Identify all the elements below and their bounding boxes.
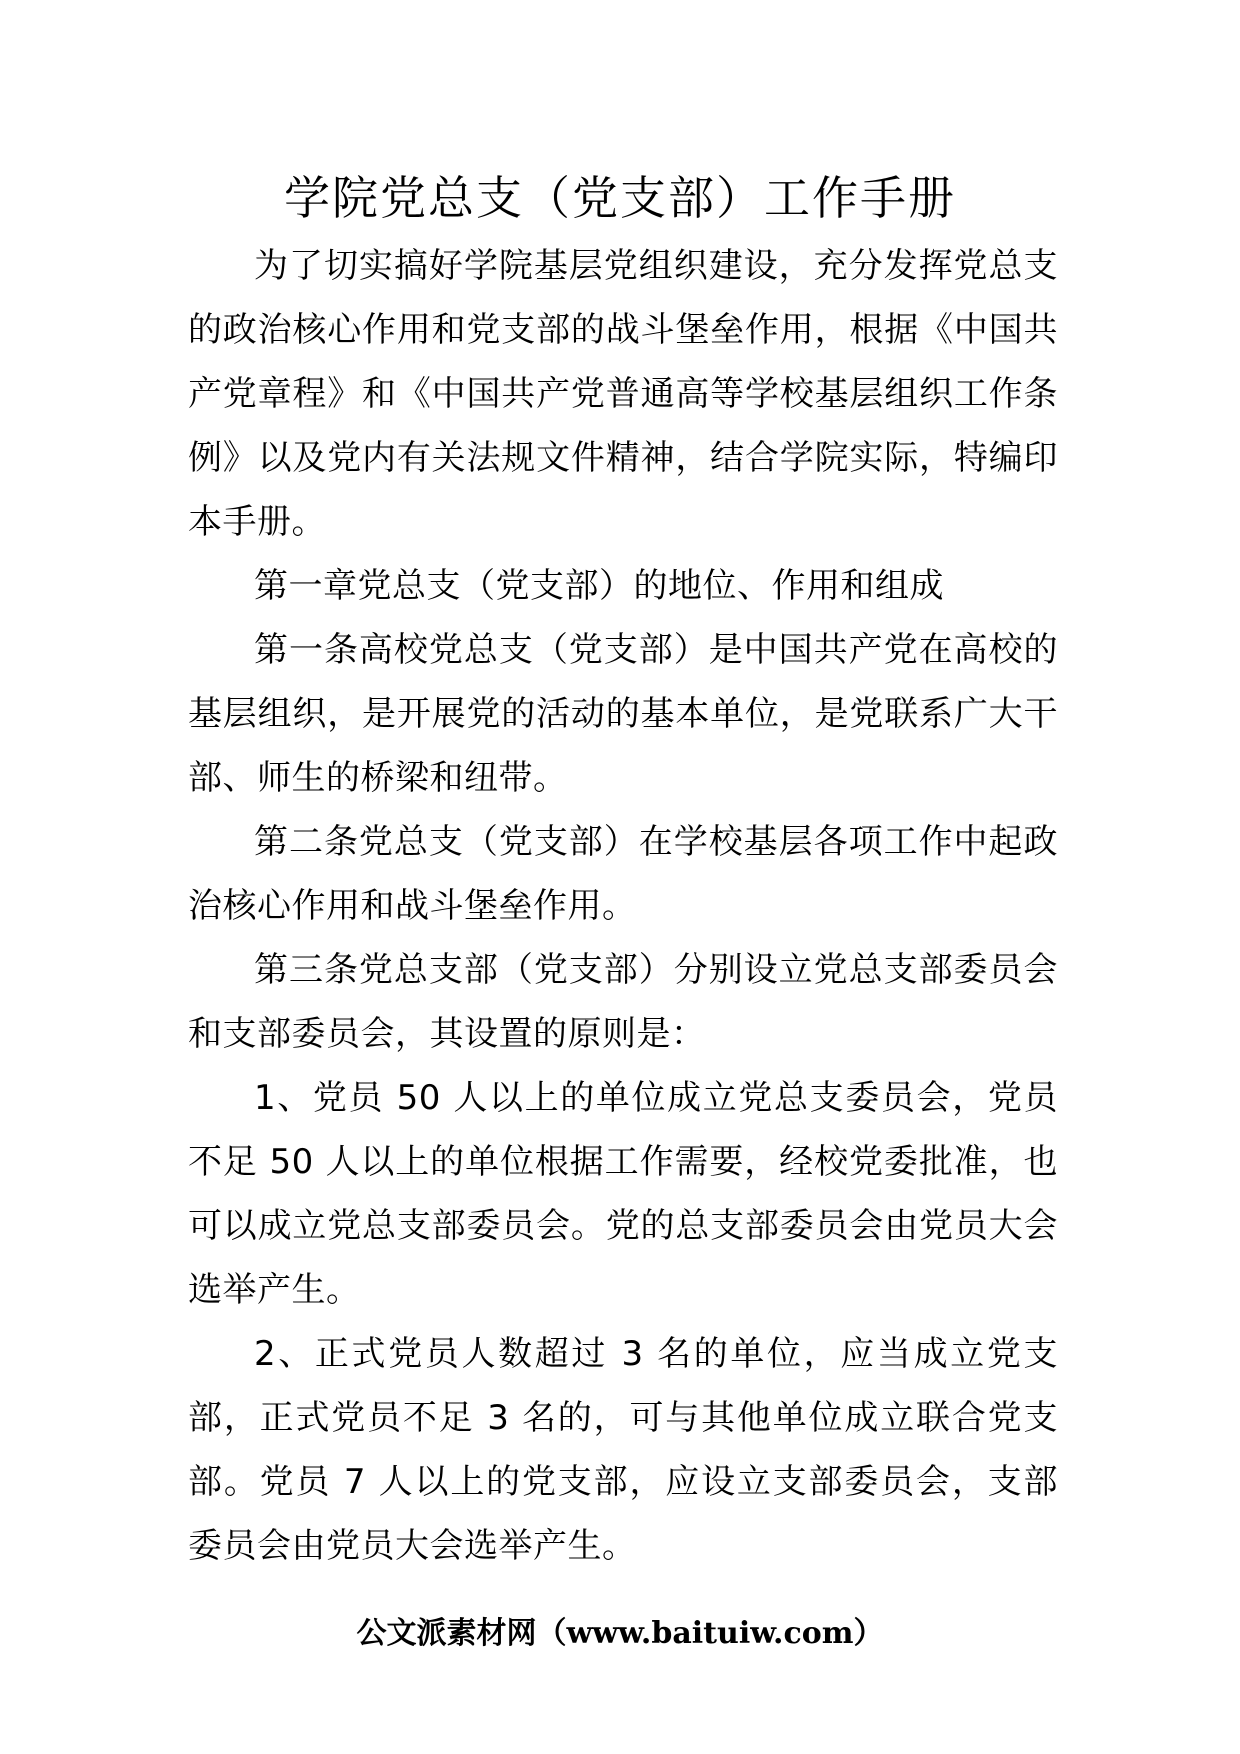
article-2-paragraph: 第二条党总支（党支部）在学校基层各项工作中起政治核心作用和战斗堡垒作用。 (188, 822, 1058, 926)
intro-paragraph: 为了切实搞好学院基层党组织建设，充分发挥党总支的政治核心作用和党支部的战斗堡垒作用，根据《中国共产党章程》和《中国共产党普通高等学校基层组织工作条例》以及党内有关法规文件精神，结合学院实际，特编印本手册。 (188, 246, 1058, 542)
footer-source: 公文派素材网（www.baituiw.com） (356, 1616, 884, 1651)
article-3-item-1: 1、党员 50 人以上的单位成立党总支委员会，党员不足 50 人以上的单位根据工作需要，经校党委批准，也可以成立党总支部委员会。党的总支部委员会由党员大会选举产生。 (188, 1078, 1058, 1310)
chapter-heading: 第一章党总支（党支部）的地位、作用和组成 (254, 566, 944, 606)
article-3-item-2: 2、正式党员人数超过 3 名的单位，应当成立党支部，正式党员不足 3 名的，可与其他单位成立联合党支部。党员 7 人以上的党支部，应设立支部委员会，支部委员会由党员大会选举产生。 (188, 1334, 1058, 1566)
page-title: 学院党总支（党支部）工作手册 (284, 171, 956, 225)
article-3-paragraph: 第三条党总支部（党支部）分别设立党总支部委员会和支部委员会，其设置的原则是： (188, 950, 1058, 1054)
article-1-paragraph: 第一条高校党总支（党支部）是中国共产党在高校的基层组织，是开展党的活动的基本单位，是党联系广大干部、师生的桥梁和纽带。 (188, 630, 1058, 798)
document-body (188, 234, 1058, 1578)
